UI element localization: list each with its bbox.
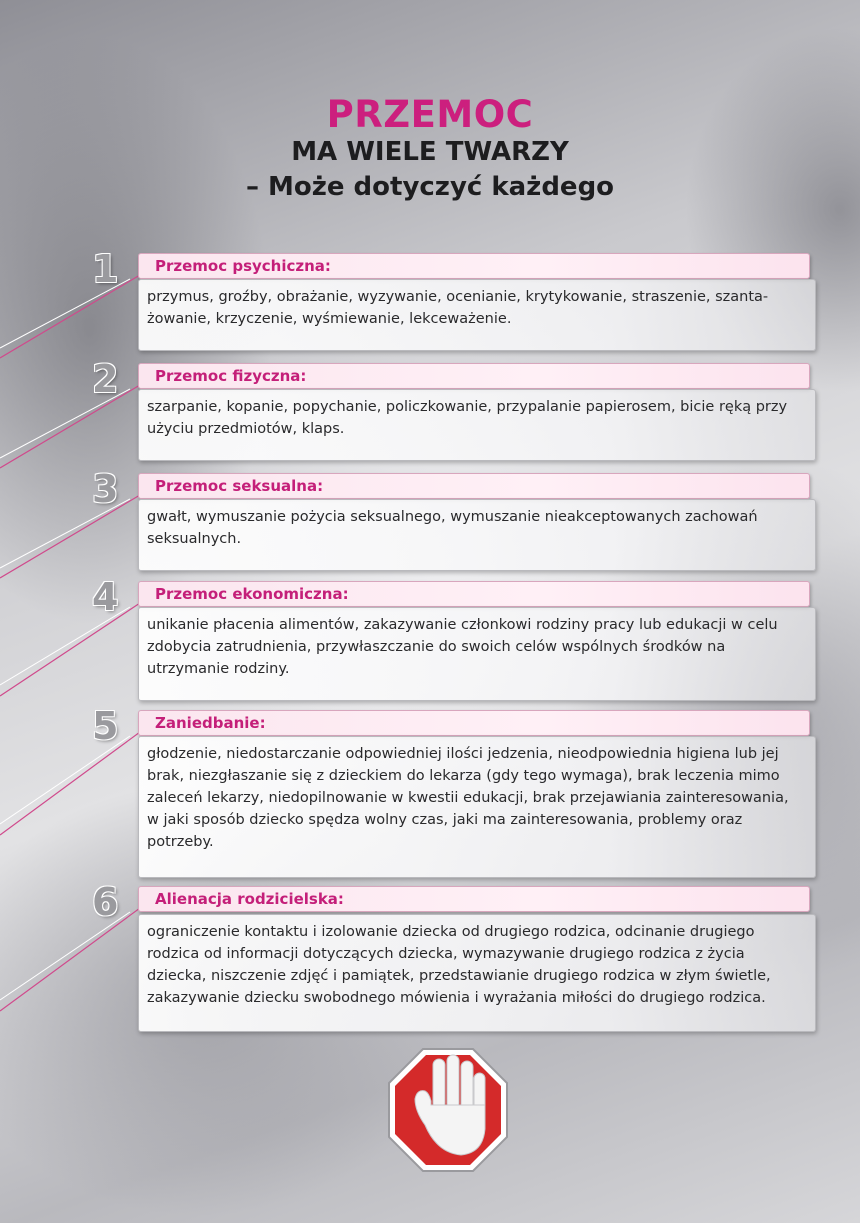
- decorative-lines: [0, 886, 160, 1006]
- section-number: 5: [92, 704, 119, 748]
- page-tagline: – Może dotyczyć każdego: [245, 172, 615, 202]
- decorative-lines: [0, 473, 160, 593]
- section-text: ograniczenie kontaktu i izolowanie dziecka od drugiego rodzica, odcinanie drugiego rodzica od informacji dotyczących dziecka, wymazywanie drugiego rodzica z życia dziecka, niszczenie zdjęć i pamiątek, przedstawianie drugiego rodzica w złym świetle, zakazywanie dziecku swobodnego mówienia i wyrażania miłości do drugiego rodzica.: [138, 914, 816, 1032]
- section-number: 4: [92, 575, 119, 619]
- section-heading: Zaniedbanie:: [138, 710, 810, 736]
- section-number: 6: [92, 880, 119, 924]
- section-text: przymus, groźby, obrażanie, wyzywanie, ocenianie, krytykowanie, straszenie, szanta-żowanie, krzyczenie, wyśmiewanie, lekceważenie.: [138, 279, 816, 351]
- decorative-lines: [0, 253, 160, 373]
- section-heading: Przemoc fizyczna:: [138, 363, 810, 389]
- decorative-lines: [0, 710, 160, 830]
- section-heading: Przemoc psychiczna:: [138, 253, 810, 279]
- section-text: gwałt, wymuszanie pożycia seksualnego, wymuszanie nieakceptowanych zachowań seksualnych.: [138, 499, 816, 571]
- section-number: 2: [92, 357, 119, 401]
- section-heading: Alienacja rodzicielska:: [138, 886, 810, 912]
- page-title: PRZEMOC: [326, 93, 534, 136]
- decorative-lines: [0, 363, 160, 483]
- section-text: szarpanie, kopanie, popychanie, policzkowanie, przypalanie papierosem, bicie ręką przy użyciu przedmiotów, klaps.: [138, 389, 816, 461]
- decorative-lines: [0, 581, 160, 701]
- section-text: głodzenie, niedostarczanie odpowiedniej ilości jedzenia, nieodpowiednia higiena lub jej brak, niezgłaszanie się z dzieckiem do lekarza (gdy tego wymaga), brak leczenia mimo zaleceń lekarzy, niedopilnowanie w kwestii edukacji, brak przejawiania zainteresowania, w jaki sposób dziecko spędza wolny czas, jaki ma zainteresowania, problemy oraz potrzeby.: [138, 736, 816, 878]
- section-number: 1: [92, 247, 119, 291]
- section-heading: Przemoc ekonomiczna:: [138, 581, 810, 607]
- page-title-block: [0, 95, 860, 205]
- section-text: unikanie płacenia alimentów, zakazywanie członkowi rodziny pracy lub edukacji w celu zdobycia zatrudnienia, przywłaszczanie do swoich celów wspólnych środków na utrzymanie rodziny.: [138, 607, 816, 701]
- section-number: 3: [92, 467, 119, 511]
- page-subtitle: MA WIELE TWARZY: [291, 137, 569, 167]
- section-heading: Przemoc seksualna:: [138, 473, 810, 499]
- stop-hand-icon: [385, 1045, 511, 1175]
